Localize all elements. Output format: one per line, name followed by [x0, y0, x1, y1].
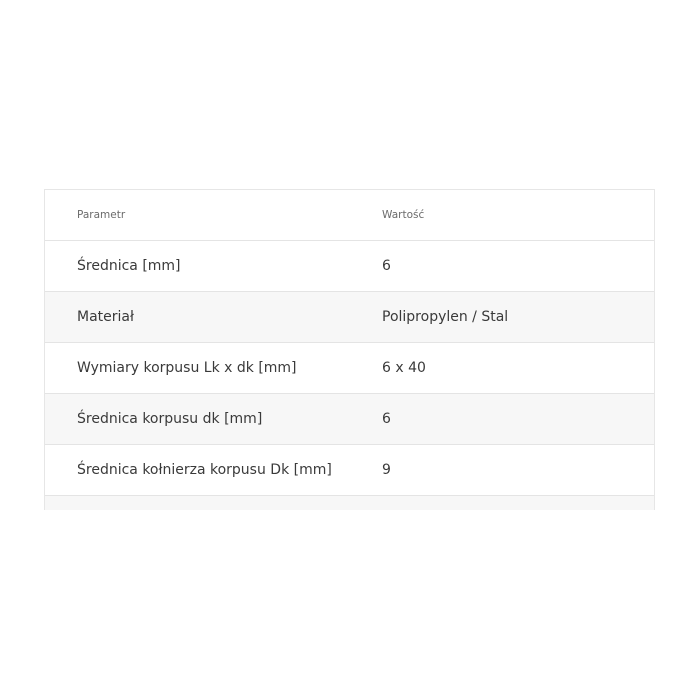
table-row	[45, 292, 654, 343]
table-row-cutoff	[45, 496, 654, 510]
table-row	[45, 394, 654, 445]
table-header-row	[45, 190, 654, 241]
header-value: Wartość	[382, 209, 425, 221]
row-param: Średnica [mm]	[77, 258, 181, 274]
row-param: Średnica kołnierza korpusu Dk [mm]	[77, 462, 332, 478]
table-row	[45, 241, 654, 292]
table-row	[45, 445, 654, 496]
table-row	[45, 343, 654, 394]
row-value: 6	[382, 258, 391, 274]
header-param: Parametr	[77, 209, 126, 221]
row-value: 9	[382, 462, 391, 478]
row-value: 6 x 40	[382, 360, 426, 376]
row-param: Materiał	[77, 309, 134, 325]
row-param: Wymiary korpusu Lk x dk [mm]	[77, 360, 297, 376]
spec-table	[44, 189, 655, 510]
row-param: Średnica korpusu dk [mm]	[77, 411, 263, 427]
row-value: 6	[382, 411, 391, 427]
row-value: Polipropylen / Stal	[382, 309, 509, 325]
